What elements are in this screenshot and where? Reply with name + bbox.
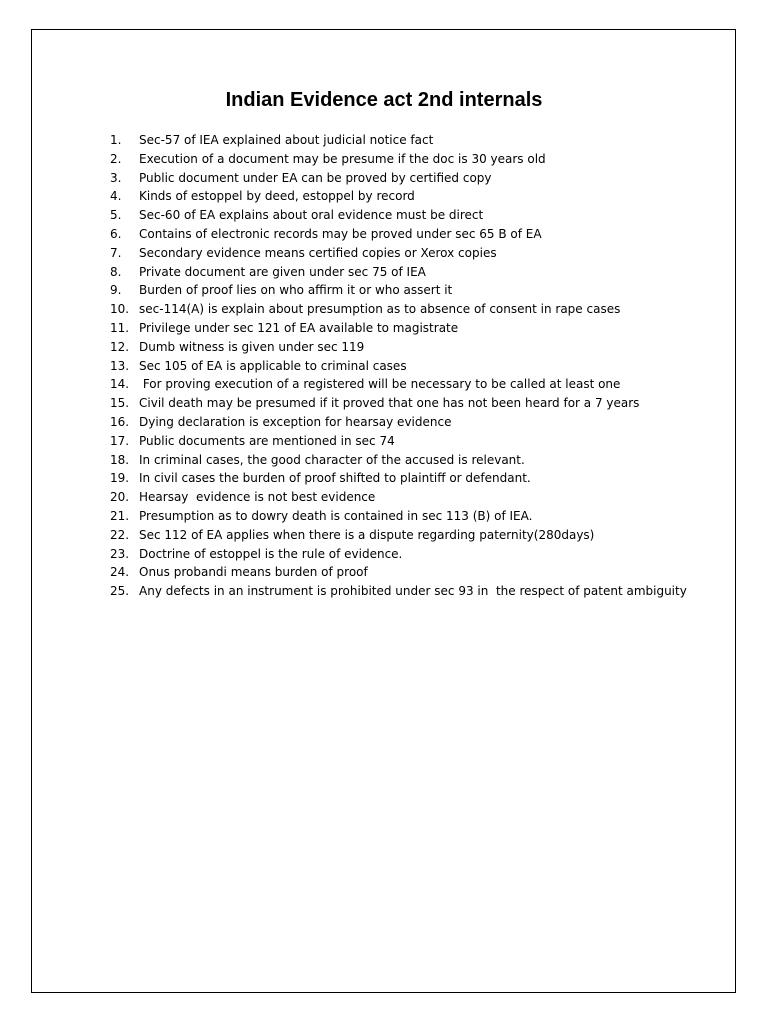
item-number: 17. (110, 433, 130, 448)
list-item (110, 375, 730, 394)
list-item (110, 469, 730, 488)
item-number: 8. (110, 264, 122, 279)
item-number: 11. (110, 320, 130, 335)
item-text: Contains of electronic records may be proved under sec 65 B of EA (139, 226, 542, 241)
item-text: Civil death may be presumed if it proved that one has not been heard for a 7 years (139, 396, 640, 411)
list-item (110, 582, 730, 601)
item-number: 6. (110, 226, 122, 241)
item-text: Dumb witness is given under sec 119 (139, 339, 365, 354)
item-number: 25. (110, 584, 130, 599)
item-text: sec-114(A) is explain about presumption as to absence of consent in rape cases (139, 302, 621, 317)
item-number: 19. (110, 471, 130, 486)
item-number: 15. (110, 396, 130, 411)
list-item (110, 488, 730, 507)
list-item (110, 319, 730, 338)
item-number: 23. (110, 546, 130, 561)
item-number: 9. (110, 283, 122, 298)
item-number: 1. (110, 133, 122, 147)
item-number: 24. (110, 565, 130, 580)
item-text: Kinds of estoppel by deed, estoppel by record (139, 189, 415, 204)
list-item (110, 526, 730, 545)
item-text: Private document are given under sec 75 of IEA (139, 264, 426, 279)
item-number: 4. (110, 189, 122, 204)
item-number: 13. (110, 358, 130, 373)
list-item (110, 507, 730, 526)
list-item (110, 131, 730, 150)
list-item (110, 225, 730, 244)
list-item (110, 244, 730, 263)
list-item (110, 394, 730, 413)
list-item (110, 563, 730, 582)
list-item (110, 300, 730, 319)
list-item (110, 432, 730, 451)
list-item (110, 357, 730, 376)
item-text: Sec 105 of EA is applicable to criminal cases (139, 358, 407, 373)
list-item (110, 263, 730, 282)
item-text: Hearsay evidence is not best evidence (139, 490, 376, 505)
item-text: Privilege under sec 121 of EA available to magistrate (139, 320, 459, 335)
item-text: Sec-57 of IEA explained about judicial notice fact (139, 133, 434, 147)
list-item (110, 206, 730, 225)
item-number: 22. (110, 527, 130, 542)
list-item (110, 169, 730, 188)
item-text: Public documents are mentioned in sec 74 (139, 433, 395, 448)
item-text: In civil cases the burden of proof shifted to plaintiff or defendant. (139, 471, 531, 486)
item-text: Public document under EA can be proved by certified copy (139, 170, 492, 185)
item-number: 7. (110, 245, 122, 260)
item-text: Presumption as to dowry death is contained in sec 113 (B) of IEA. (139, 508, 533, 523)
list-item (110, 281, 730, 300)
list-item (110, 545, 730, 564)
item-text: Sec 112 of EA applies when there is a dispute regarding paternity(280days) (139, 527, 595, 542)
item-text: Onus probandi means burden of proof (139, 565, 368, 580)
item-number: 2. (110, 151, 122, 166)
item-text: Any defects in an instrument is prohibited under sec 93 in the respect of patent ambiguity (139, 584, 687, 599)
item-number: 14. (110, 377, 130, 392)
list-item (110, 187, 730, 206)
item-number: 18. (110, 452, 130, 467)
item-text: Sec-60 of EA explains about oral evidence must be direct (139, 208, 484, 223)
item-text: Dying declaration is exception for hearsay evidence (139, 414, 452, 429)
item-number: 3. (110, 170, 122, 185)
item-text: In criminal cases, the good character of the accused is relevant. (139, 452, 525, 467)
item-number: 12. (110, 339, 130, 354)
item-text: Burden of proof lies on who affirm it or who assert it (139, 283, 453, 298)
list-item (110, 338, 730, 357)
list-item (110, 413, 730, 432)
item-text: Doctrine of estoppel is the rule of evidence. (139, 546, 403, 561)
item-number: 16. (110, 414, 130, 429)
item-number: 10. (110, 302, 130, 317)
item-text: Execution of a document may be presume if the doc is 30 years old (139, 151, 546, 166)
numbered-list (110, 131, 730, 601)
list-item (110, 150, 730, 169)
item-number: 21. (110, 508, 130, 523)
item-number: 20. (110, 490, 130, 505)
item-text: For proving execution of a registered will be necessary to be called at least one (139, 377, 621, 392)
item-text: Secondary evidence means certified copies or Xerox copies (139, 245, 497, 260)
document-title: Indian Evidence act 2nd internals (225, 89, 543, 111)
list-item (110, 451, 730, 470)
item-number: 5. (110, 208, 122, 223)
